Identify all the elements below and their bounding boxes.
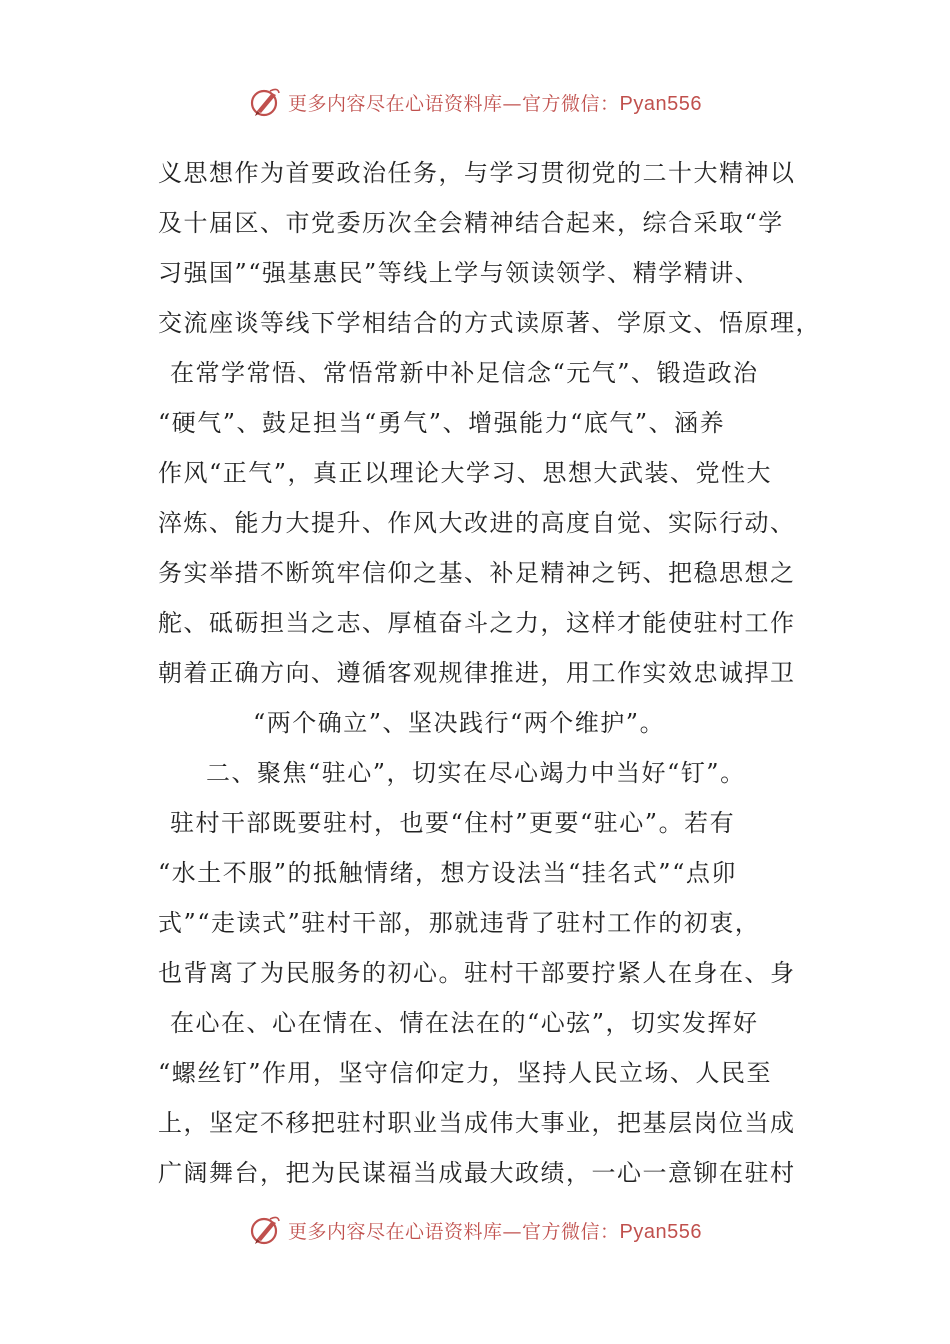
body-line: 广阔舞台，把为民谋福当成最大政绩，一心一意铆在驻村 (158, 1159, 796, 1187)
document-body (158, 148, 821, 1198)
body-line: 也背离了为民服务的初心。驻村干部要拧紧人在身在、身 (158, 959, 796, 987)
header-banner (0, 82, 950, 122)
wechat-id: Pyan556 (619, 1220, 702, 1243)
body-line: 在心在、心在情在、情在法在的“心弦”，切实发挥好 (170, 1009, 759, 1037)
body-line: “硬气”、鼓足担当“勇气”、增强能力“底气”、涵养 (158, 409, 726, 437)
body-line: 习强国”“强基惠民”等线上学与领读领学、精学精讲、 (158, 259, 761, 287)
pen-logo-icon (248, 85, 282, 119)
footer-banner (0, 1210, 950, 1250)
body-line: 上，坚定不移把驻村职业当成伟大事业，把基层岗位当成 (158, 1109, 796, 1137)
body-line: 驻村干部既要驻村，也要“住村”更要“驻心”。若有 (170, 809, 736, 837)
body-line: 朝着正确方向、遵循客观规律推进，用工作实效忠诚捍卫 (158, 659, 796, 687)
body-line: 舵、砥砺担当之志、厚植奋斗之力，这样才能使驻村工作 (158, 609, 796, 637)
body-line: 及十届区、市党委历次全会精神结合起来，综合采取“学 (158, 209, 784, 237)
banner-text: 更多内容尽在心语资料库—官方微信：Pyan556 (288, 92, 702, 115)
body-line: 务实举措不断筑牢信仰之基、补足精神之钙、把稳思想之 (158, 559, 796, 587)
body-line: “水土不服”的抵触情绪，想方设法当“挂名式”“点卯 (158, 859, 737, 887)
section-heading: 二、聚焦“驻心”，切实在尽心竭力中当好“钉”。 (206, 759, 746, 787)
banner-text: 更多内容尽在心语资料库—官方微信：Pyan556 (288, 1220, 702, 1243)
body-line: 义思想作为首要政治任务，与学习贯彻党的二十大精神以 (158, 159, 796, 187)
body-line: 在常学常悟、常悟常新中补足信念“元气”、锻造政治 (170, 359, 759, 387)
body-line: 淬炼、能力大提升、作风大改进的高度自觉、实际行动、 (158, 509, 796, 537)
body-line: “螺丝钉”作用，坚守信仰定力，坚持人民立场、人民至 (158, 1059, 773, 1087)
body-line: 作风“正气”，真正以理论大学习、思想大武装、党性大 (158, 459, 773, 487)
pen-logo-icon (248, 1213, 282, 1247)
wechat-id: Pyan556 (619, 92, 702, 115)
body-line: “两个确立”、坚决践行“两个维护”。 (253, 709, 666, 737)
body-line: 式”“走读式”驻村干部，那就违背了驻村工作的初衷， (158, 909, 761, 937)
body-line: 交流座谈等线下学相结合的方式读原著、学原文、悟原理， (158, 309, 821, 337)
